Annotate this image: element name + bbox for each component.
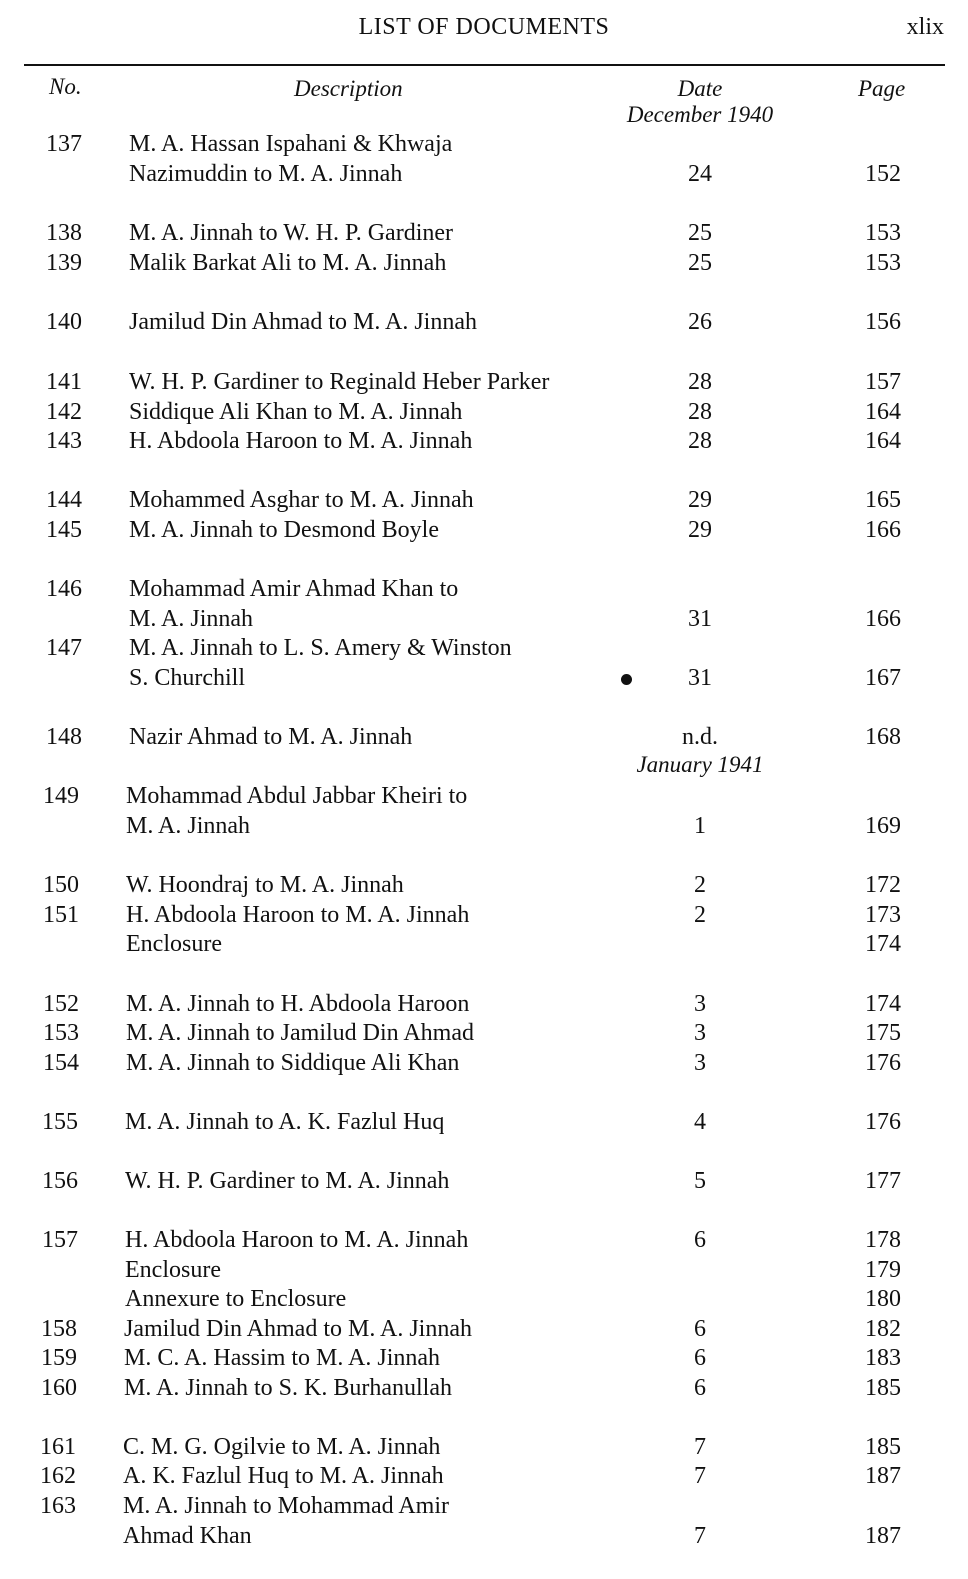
document-date: 4 (694, 1109, 706, 1135)
document-number: 139 (46, 250, 82, 276)
document-description (129, 308, 589, 338)
document-description (126, 1019, 586, 1049)
description-line: M. A. Jinnah to L. S. Amery & Winston (129, 635, 512, 661)
document-number: 141 (46, 369, 82, 395)
document-page: 166 (865, 517, 901, 543)
document-description (124, 1374, 584, 1404)
document-page: 174 (865, 991, 901, 1017)
document-number: 147 (46, 635, 82, 661)
document-number: 157 (42, 1227, 78, 1253)
document-date: 7 (694, 1522, 706, 1549)
document-description (124, 1315, 584, 1345)
document-date: 2 (694, 872, 706, 898)
document-date: 28 (688, 369, 712, 395)
document-page: 166 (865, 605, 901, 632)
description-line: M. A. Jinnah to A. K. Fazlul Huq (125, 1109, 445, 1135)
description-line: H. Abdoola Haroon to M. A. Jinnah (125, 1227, 469, 1253)
document-page: 187 (865, 1463, 901, 1489)
document-description (129, 427, 589, 457)
document-date: 29 (688, 517, 712, 543)
document-date: 6 (694, 1316, 706, 1342)
description-line: M. A. Jinnah to H. Abdoola Haroon (126, 991, 470, 1017)
document-date: 6 (694, 1345, 706, 1371)
document-description (126, 782, 586, 841)
document-description (125, 1256, 585, 1286)
description-line: W. Hoondraj to M. A. Jinnah (126, 872, 404, 898)
month-label-december: December 1940 (626, 102, 774, 127)
description-line: C. M. G. Ogilvie to M. A. Jinnah (123, 1434, 441, 1460)
document-number: 149 (43, 783, 79, 809)
document-page: 164 (865, 399, 901, 425)
document-date: 7 (694, 1463, 706, 1489)
description-line: H. Abdoola Haroon to M. A. Jinnah (129, 428, 473, 454)
column-heading-date: Date (677, 76, 723, 101)
document-description (123, 1492, 583, 1551)
page-header (0, 0, 968, 62)
column-heading-description: Description (294, 76, 403, 101)
document-date: 31 (688, 605, 712, 632)
document-date: 26 (688, 309, 712, 335)
description-line: Ahmad Khan (123, 1522, 252, 1549)
column-heading-no: No. (49, 74, 82, 99)
description-line: M. A. Jinnah to Mohammad Amir (123, 1493, 449, 1519)
document-page: 182 (865, 1316, 901, 1342)
document-page: 164 (865, 428, 901, 454)
document-description (126, 901, 586, 931)
document-date: 31 (688, 664, 712, 691)
document-description (125, 1108, 585, 1138)
document-number: 145 (46, 517, 82, 543)
document-date: 28 (688, 399, 712, 425)
document-date: 6 (694, 1227, 706, 1253)
description-line: Jamilud Din Ahmad to M. A. Jinnah (124, 1316, 472, 1342)
document-description (125, 1285, 585, 1315)
running-title: LIST OF DOCUMENTS (358, 14, 610, 40)
document-date: 3 (694, 1020, 706, 1046)
description-line: Enclosure (125, 1257, 221, 1283)
document-page: 173 (865, 902, 901, 928)
document-date: 5 (694, 1168, 706, 1194)
document-page: 157 (865, 369, 901, 395)
document-number: 160 (41, 1375, 77, 1401)
document-number: 158 (41, 1316, 77, 1342)
document-page: 168 (865, 724, 901, 750)
description-line: M. A. Jinnah to S. K. Burhanullah (124, 1375, 452, 1401)
document-number: 144 (46, 487, 82, 513)
document-page: 167 (865, 664, 901, 691)
document-number: 153 (43, 1020, 79, 1046)
document-page: 177 (865, 1168, 901, 1194)
document-date: 2 (694, 902, 706, 928)
document-page: 176 (865, 1109, 901, 1135)
document-date: 28 (688, 428, 712, 454)
document-page: 174 (865, 931, 901, 957)
document-page: 179 (865, 1257, 901, 1283)
document-number: 137 (46, 131, 82, 157)
document-description (129, 398, 589, 428)
document-page: 183 (865, 1345, 901, 1371)
description-line: Enclosure (126, 931, 222, 957)
document-page: 185 (865, 1375, 901, 1401)
document-description (129, 219, 589, 249)
document-description (123, 1462, 583, 1492)
document-page: 180 (865, 1286, 901, 1312)
document-number: 140 (46, 309, 82, 335)
document-number: 143 (46, 428, 82, 454)
description-line: Jamilud Din Ahmad to M. A. Jinnah (129, 309, 477, 335)
column-heading-page: Page (858, 76, 906, 101)
document-number: 156 (42, 1168, 78, 1194)
document-description (126, 990, 586, 1020)
description-line: M. A. Jinnah to Jamilud Din Ahmad (126, 1020, 474, 1046)
document-number: 148 (46, 724, 82, 750)
page-number: xlix (906, 14, 944, 40)
document-page: 156 (865, 309, 901, 335)
document-date: n.d. (682, 724, 718, 750)
description-line: W. H. P. Gardiner to M. A. Jinnah (125, 1168, 450, 1194)
document-page: 165 (865, 487, 901, 513)
document-number: 150 (43, 872, 79, 898)
document-description (126, 930, 586, 960)
document-number: 138 (46, 220, 82, 246)
description-line: W. H. P. Gardiner to Reginald Heber Parker (129, 369, 550, 395)
document-number: 159 (41, 1345, 77, 1371)
document-description (129, 575, 589, 634)
description-line: Nazir Ahmad to M. A. Jinnah (129, 724, 413, 750)
document-description (126, 1049, 586, 1079)
document-description (125, 1226, 585, 1256)
document-date: 29 (688, 487, 712, 513)
document-number: 161 (40, 1434, 76, 1460)
document-description (124, 1344, 584, 1374)
description-line: Nazimuddin to M. A. Jinnah (129, 160, 403, 187)
document-description (129, 486, 589, 516)
description-line: Malik Barkat Ali to M. A. Jinnah (129, 250, 447, 276)
description-line: M. A. Jinnah (129, 605, 254, 632)
document-page: 187 (865, 1522, 901, 1549)
document-page: 172 (865, 872, 901, 898)
document-page: 176 (865, 1050, 901, 1076)
document-number: 142 (46, 399, 82, 425)
document-page: 175 (865, 1020, 901, 1046)
description-line: Mohammad Abdul Jabbar Kheiri to (126, 783, 468, 809)
month-label-january: January 1941 (636, 752, 764, 777)
description-line: Mohammad Amir Ahmad Khan to (129, 576, 459, 602)
document-date: 25 (688, 220, 712, 246)
document-date: 3 (694, 1050, 706, 1076)
document-date: 3 (694, 991, 706, 1017)
document-date: 24 (688, 160, 712, 187)
description-line: M. C. A. Hassim to M. A. Jinnah (124, 1345, 441, 1371)
document-date: 1 (694, 812, 706, 839)
document-page: 178 (865, 1227, 901, 1253)
document-description (129, 130, 589, 189)
description-line: M. A. Jinnah to Siddique Ali Khan (126, 1050, 460, 1076)
bullet-mark (621, 674, 632, 685)
document-page: 185 (865, 1434, 901, 1460)
document-number: 162 (40, 1463, 76, 1489)
document-number: 146 (46, 576, 82, 602)
document-description (126, 871, 586, 901)
description-line: S. Churchill (129, 664, 246, 691)
document-description (129, 249, 589, 279)
document-date: 6 (694, 1375, 706, 1401)
document-page: 153 (865, 250, 901, 276)
document-description (129, 516, 589, 546)
description-line: M. A. Hassan Ispahani & Khwaja (129, 131, 453, 157)
document-number: 154 (43, 1050, 79, 1076)
document-number: 151 (43, 902, 79, 928)
document-number: 155 (42, 1109, 78, 1135)
document-description (129, 723, 589, 753)
document-description (125, 1167, 585, 1197)
document-description (129, 634, 589, 693)
document-date: 7 (694, 1434, 706, 1460)
description-line: M. A. Jinnah to Desmond Boyle (129, 517, 439, 543)
document-description (123, 1433, 583, 1463)
description-line: A. K. Fazlul Huq to M. A. Jinnah (123, 1463, 444, 1489)
document-page: 153 (865, 220, 901, 246)
document-description (129, 368, 589, 398)
document-number: 163 (40, 1493, 76, 1519)
description-line: M. A. Jinnah to W. H. P. Gardiner (129, 220, 453, 246)
description-line: Annexure to Enclosure (125, 1286, 347, 1312)
document-page: 169 (865, 812, 901, 839)
document-date: 25 (688, 250, 712, 276)
description-line: H. Abdoola Haroon to M. A. Jinnah (126, 902, 470, 928)
document-page: 152 (865, 160, 901, 187)
column-headings (0, 70, 968, 130)
header-rule (24, 64, 945, 66)
document-number: 152 (43, 991, 79, 1017)
description-line: Siddique Ali Khan to M. A. Jinnah (129, 399, 463, 425)
description-line: Mohammed Asghar to M. A. Jinnah (129, 487, 474, 513)
description-line: M. A. Jinnah (126, 812, 251, 839)
